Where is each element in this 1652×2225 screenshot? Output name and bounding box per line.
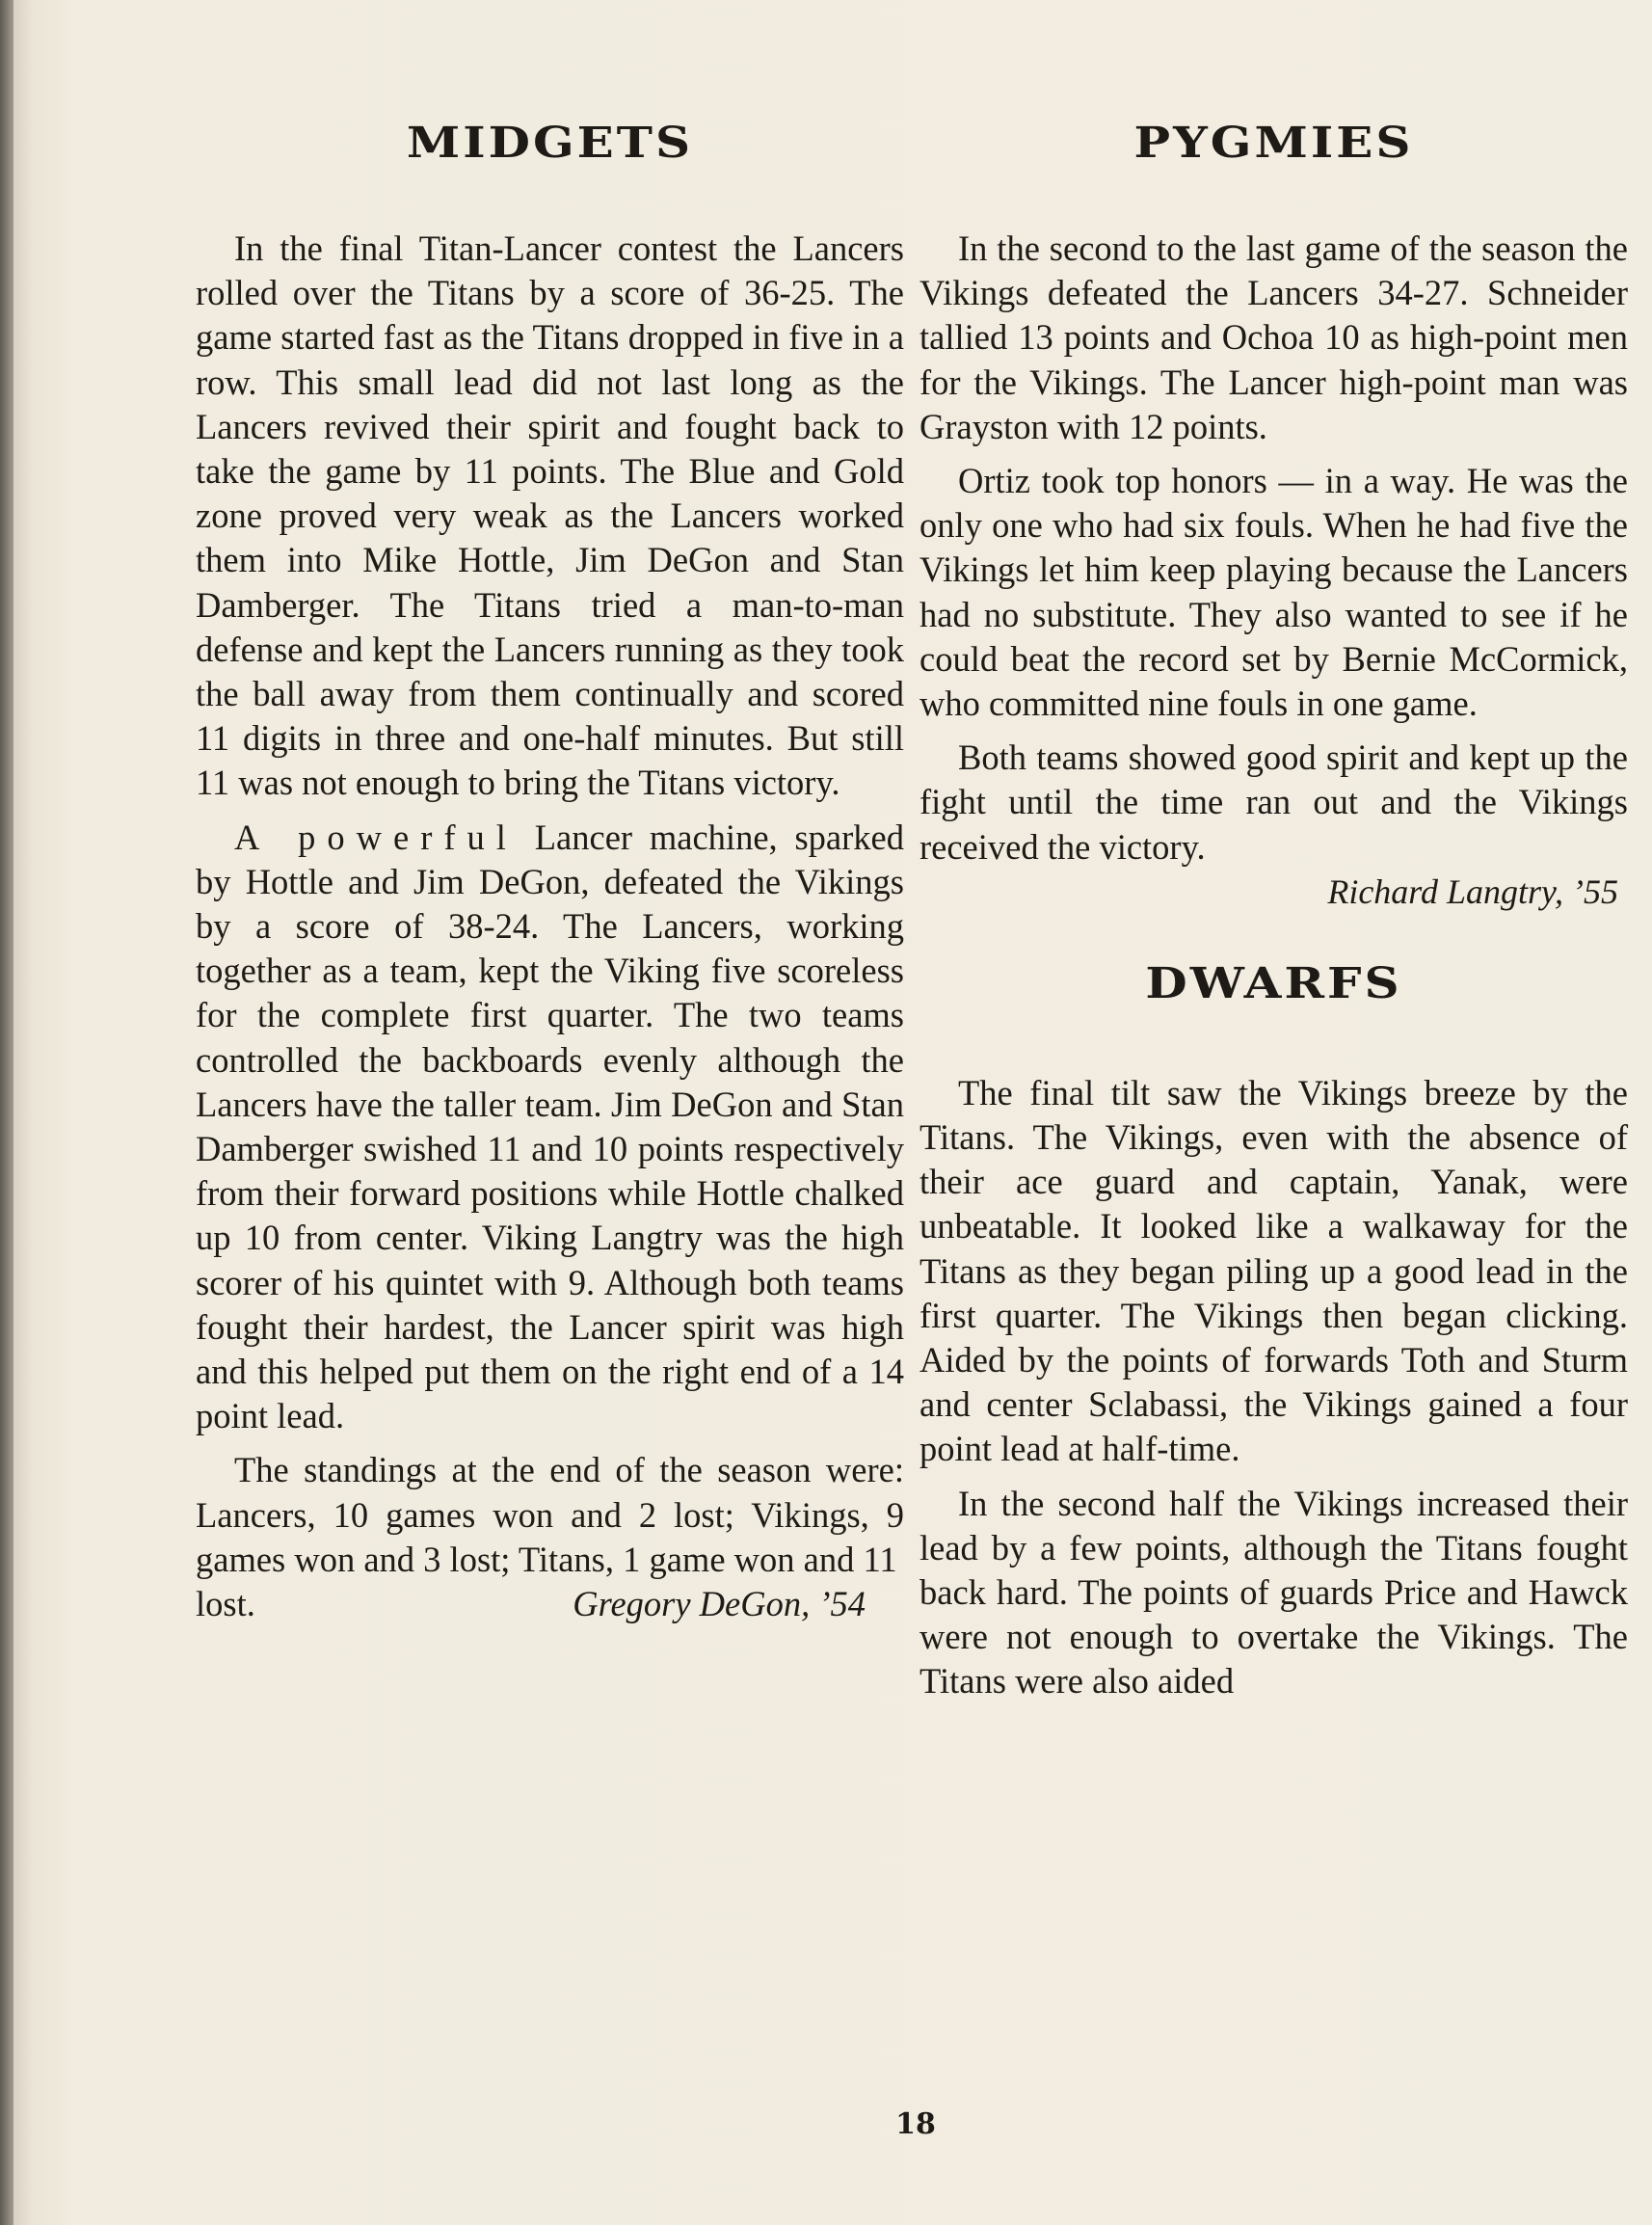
dwarfs-paragraph-1: The final tilt saw the Vikings breeze by the Titans. The Vikings, even with the absence of their ace guard and captain, Yanak, were unbeatable. It looked like a walkaway for the Titans as they began piling up a good lead in the first quarter. The Vikings then began clicking. Aided by the points of forwards Toth and Sturm and center Sclabassi, the Vikings gained a four point lead at half-time. xyxy=(919,1072,1628,1469)
midgets-paragraph-1: In the final Titan-Lancer contest the Lancers rolled over the Titans by a score of 36-25. The game started fast as the Titans dropped in five in a row. This small lead did not last long as the Lancers revived their spirit and fought back to take the game by 11 points. The Blue and Gold zone proved very weak as the Lancers worked them into Mike Hottle, Jim DeGon and Stan Damberger. The Titans tried a man-to-man defense and kept the Lancers running as they took the ball away from them continually and scored 11 digits in three and one-half minutes. But still 11 was not enough to bring the Titans victory. xyxy=(196,228,904,803)
page-number: 18 xyxy=(895,2107,936,2141)
midgets-paragraph-2 xyxy=(196,816,904,1439)
midgets-byline: Gregory DeGon, ’54 xyxy=(573,1584,866,1624)
midgets-paragraph-2-lead: A powerful xyxy=(234,817,518,857)
midgets-paragraph-3-end: lost. xyxy=(196,1584,255,1624)
pygmies-paragraph-3: Both teams showed good spirit and kept up the fight until the time ran out and the Vikings received the victory. xyxy=(919,737,1628,867)
pygmies-paragraph-2: Ortiz took top honors — in a way. He was the only one who had six fouls. When he had five the Vikings let him keep playing because the Lancers had no substitute. They also wanted to see if he could beat the record set by Bernie McCormick, who committed nine fouls in one game. xyxy=(919,461,1628,724)
dwarfs-heading: DWARFS xyxy=(1145,957,1402,1008)
dwarfs-paragraph-2: In the second half the Vikings increased their lead by a few points, although the Titans fought back hard. The points of guards Price and Hawck were not enough to overtake the Vikings. The Titans were also aided xyxy=(919,1483,1628,1702)
pygmies-heading: PYGMIES xyxy=(1133,117,1414,168)
midgets-paragraph-3: The standings at the end of the season were: Lancers, 10 games won and 2 lost; Vikings, 9 games won and 3 lost; Titans, 1 game won and 11 xyxy=(196,1450,904,1579)
midgets-paragraph-2-body: Lancer machine, sparked by Hottle and Jim DeGon, defeated the Vikings by a score of 38-24. The Lancers, working together as a team, kept the Viking five scoreless for the complete first quarter. The two teams controlled the backboards evenly although the Lancers have the taller team. Jim DeGon and Stan Damberger swished 11 and 10 points respectively from their forward positions while Hottle chalked up 10 from center. Viking Langtry was the high scorer of his quintet with 9. Although both teams fought their hardest, the Lancer spirit was high and this helped put them on the right end of a 14 point lead. xyxy=(196,817,904,1436)
right-column xyxy=(919,114,1628,1714)
pygmies-paragraph-1: In the second to the last game of the season the Vikings defeated the Lancers 34-27. Schneider tallied 13 points and Ochoa 10 as high-point men for the Vikings. The Lancer high-point man was Grayston with 12 points. xyxy=(919,228,1628,446)
midgets-closing-line xyxy=(196,1582,904,1626)
binding-gutter xyxy=(0,0,13,2225)
midgets-heading: MIDGETS xyxy=(406,117,694,168)
midgets-column xyxy=(196,114,904,1626)
pygmies-byline: Richard Langtry, ’55 xyxy=(1327,871,1618,911)
